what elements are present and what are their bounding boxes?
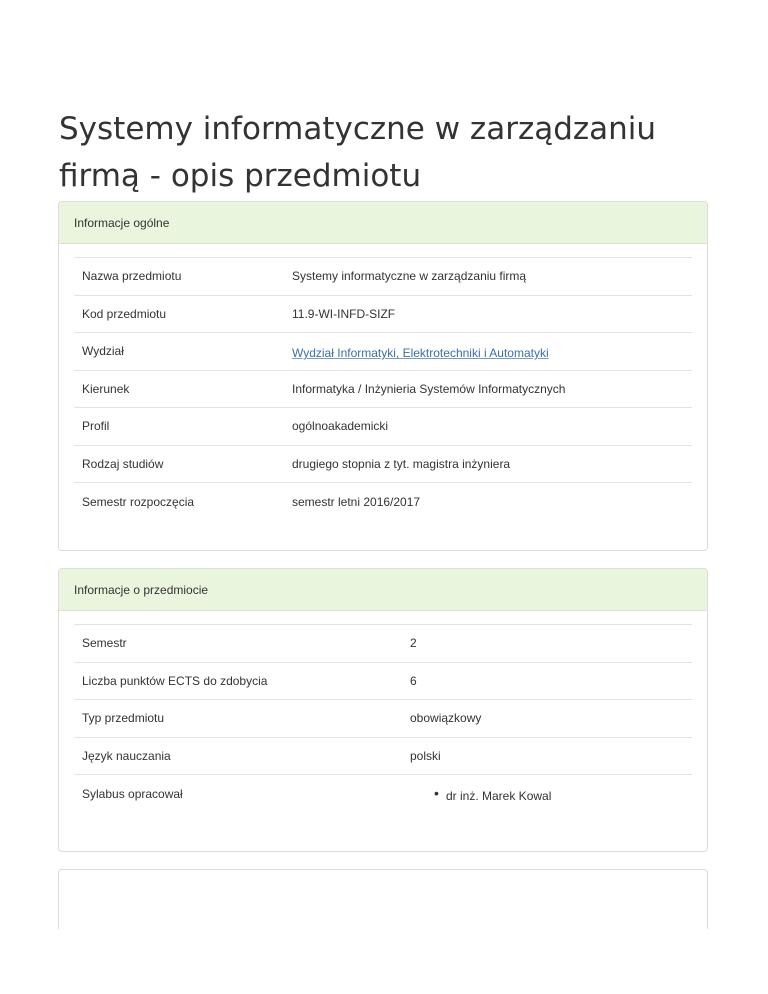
- row-label: Język nauczania: [74, 737, 402, 775]
- row-value: 2: [402, 625, 692, 663]
- table-row: [74, 408, 692, 446]
- table-row: [74, 258, 692, 296]
- row-label: Semestr rozpoczęcia: [74, 483, 284, 521]
- course-info-body: [59, 611, 707, 821]
- list-item: [434, 785, 684, 805]
- course-info-table: [74, 624, 692, 821]
- row-value: 11.9-WI-INFD-SIZF: [284, 295, 692, 333]
- table-row: [74, 445, 692, 483]
- course-info-heading: Informacje o przedmiocie: [59, 569, 707, 611]
- bullet-icon: •: [434, 785, 439, 801]
- row-label: Semestr: [74, 625, 402, 663]
- general-info-panel: [58, 201, 708, 551]
- general-info-heading: Informacje ogólne: [59, 202, 707, 244]
- next-panel: [58, 869, 708, 929]
- general-info-body: [59, 244, 707, 520]
- author-list: [410, 787, 684, 805]
- table-row: [74, 483, 692, 521]
- row-value: Systemy informatyczne w zarządzaniu firmą: [284, 258, 692, 296]
- faculty-link[interactable]: Wydział Informatyki, Elektrotechniki i Automatyki: [292, 346, 549, 361]
- row-value: [402, 775, 692, 821]
- page-title: Systemy informatyczne w zarządzaniu firmą - opis przedmiotu: [59, 111, 657, 194]
- table-row: [74, 333, 692, 371]
- row-value: obowiązkowy: [402, 700, 692, 738]
- row-label: Typ przedmiotu: [74, 700, 402, 738]
- general-info-table: [74, 257, 692, 520]
- table-row: [74, 662, 692, 700]
- row-label: Kierunek: [74, 370, 284, 408]
- row-label: Kod przedmiotu: [74, 295, 284, 333]
- table-row: [74, 295, 692, 333]
- course-info-panel: [58, 568, 708, 852]
- row-label: Wydział: [74, 333, 284, 371]
- row-label: Liczba punktów ECTS do zdobycia: [74, 662, 402, 700]
- table-row: [74, 625, 692, 663]
- table-row: [74, 370, 692, 408]
- table-row: [74, 775, 692, 821]
- row-value: ogólnoakademicki: [284, 408, 692, 446]
- row-label: Rodzaj studiów: [74, 445, 284, 483]
- row-value: polski: [402, 737, 692, 775]
- row-label: Nazwa przedmiotu: [74, 258, 284, 296]
- table-row: [74, 700, 692, 738]
- row-label: Profil: [74, 408, 284, 446]
- row-value: 6: [402, 662, 692, 700]
- row-value: drugiego stopnia z tyt. magistra inżyniera: [284, 445, 692, 483]
- row-value: Informatyka / Inżynieria Systemów Informatycznych: [284, 370, 692, 408]
- row-label: Sylabus opracował: [74, 775, 402, 821]
- table-row: [74, 737, 692, 775]
- row-value: [284, 333, 692, 371]
- author-name: dr inż. Marek Kowal: [446, 789, 552, 803]
- row-value: semestr letni 2016/2017: [284, 483, 692, 521]
